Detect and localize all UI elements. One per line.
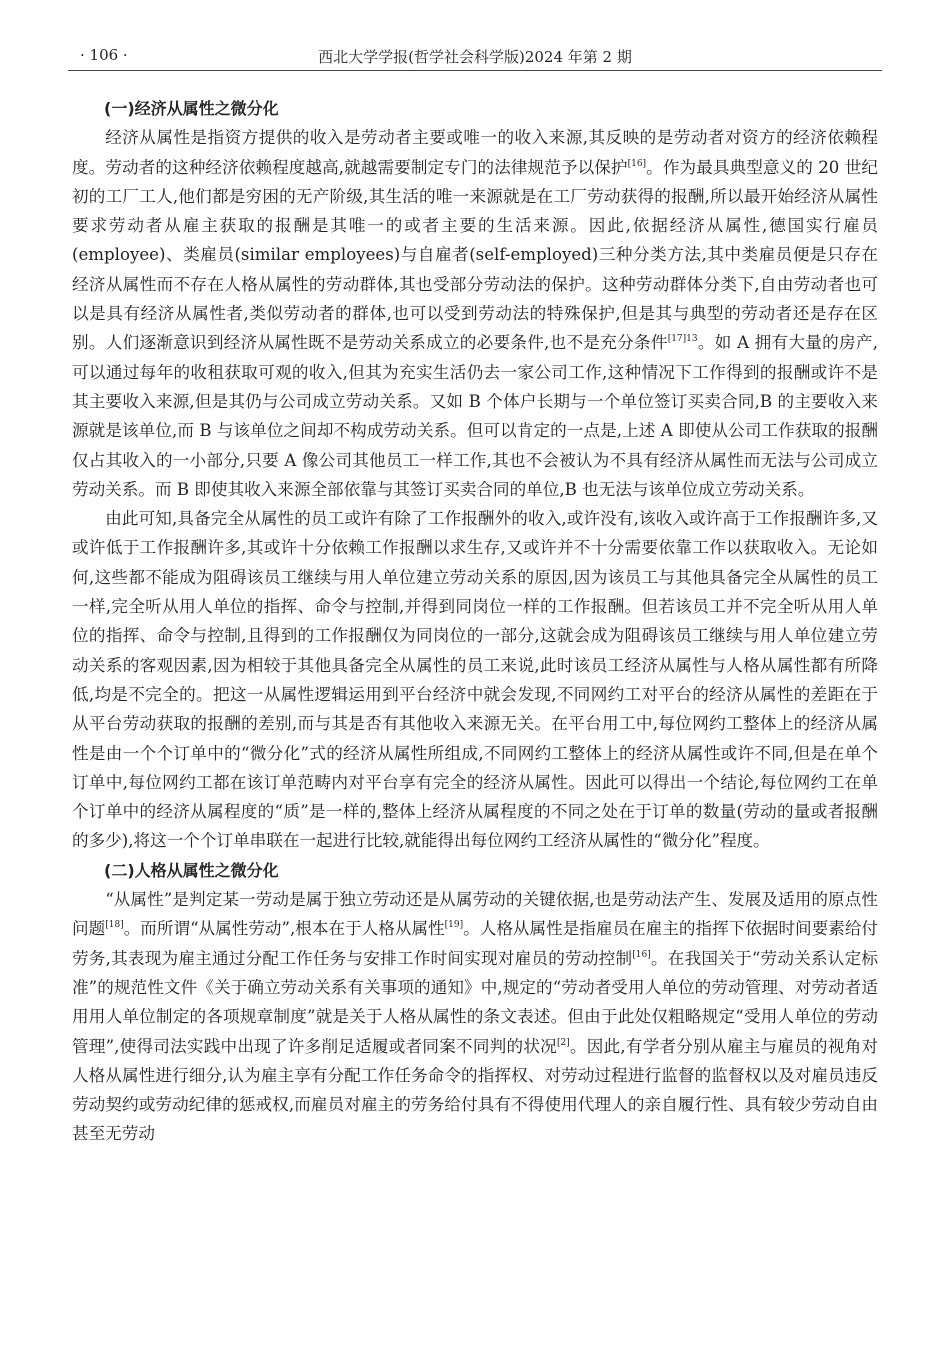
paragraph: [72, 885, 878, 1149]
text-run: 由此可知,具备完全从属性的员工或许有除了工作报酬外的收入,或许没有,该收入或许高于工作报酬许多,又或许低于工作报酬许多,其或许十分依赖工作报酬以求生存,又或许并不十分需要依靠工作以获取收入。无论如何,这些都不能成为阻碍该员工继续与用人单位建立劳动关系的原因,因为该员工与其他具备完全从属性的员工一样,完全听从用人单位的指挥、命令与控制,并得到同岗位一样的工作报酬。但若该员工并不完全听从用人单位的指挥、命令与控制,且得到的工作报酬仅为同岗位的一部分,这就会成为阻碍该员工继续与用人单位建立劳动关系的客观因素,因为相较于其他具备完全从属性的员工来说,此时该员工经济从属性与人格从属性都有所降低,均是不完全的。把这一从属性逻辑运用到平台经济中就会发现,不同网约工对平台的经济从属性的差距在于从平台劳动获取的报酬的差别,而与其是否有其他收入来源无关。在平台用工中,每位网约工整体上的经济从属性是由一个个订单中的“微分化”式的经济从属性所组成,不同网约工整体上的经济从属性或许不同,但是在单个订单中,每位网约工都在该订单范畴内对平台享有完全的经济从属性。因此可以得出一个结论,每位网约工在单个订单中的经济从属程度的“质”是一样的,整体上经济从属程度的不同之处在于订单的数量(劳动的量或者报酬的多少),将这一个个订单串联在一起进行比较,就能得出每位网约工经济从属性的“微分化”程度。: [72, 509, 878, 851]
text-run: 。人格从属性是指雇员在雇主的指挥下依据时间要素给付劳务,其表现为雇主通过分配工作任务与安排工作时间实现对雇员的劳动控制: [72, 919, 879, 968]
text-run: 。如 A 拥有大量的房产,可以通过每年的收租获取可观的收入,但其为充实生活仍去一家公司工作,这种情况下工作得到的报酬或许不是其主要收入来源,但是其仍与公司成立劳动关系。又如 B 个体户长期与一个单位签订买卖合同,B 的主要收入来源就是该单位,而 B 与该单位之间却不构成劳动关系。但可以肯定的一点是,上述 A 即使从公司工作获取的报酬仅占其收入的一小部分,只要 A 像公司其他员工一样工作,其也不会被认为不具有经济从属性而无法与公司成立劳动关系。而 B 即使其收入来源全部依靠与其签订买卖合同的单位,B 也无法与该单位成立劳动关系。: [72, 333, 878, 499]
article-body: [72, 94, 878, 1149]
citation-ref: [2]: [556, 1037, 570, 1048]
citation-ref: [16]: [632, 949, 651, 960]
text-run: 。因此,有学者分别从雇主与雇员的视角对人格从属性进行细分,认为雇主享有分配工作任务命令的指挥权、对劳动过程进行监督的监督权以及对雇员违反劳动契约或劳动纪律的惩戒权,而雇员对雇主的劳务给付具有不得使用代理人的亲自履行性、具有较少劳动自由甚至无劳动: [72, 1036, 878, 1144]
text-run: 。在我国关于“劳动关系认定标准”的规范性文件《关于确立劳动关系有关事项的通知》中,规定的“劳动者受用人单位的劳动管理、对劳动者适用用人单位制定的各项规章制度”就是关于人格从属性的条文表述。但由于此处仅粗略规定“受用人单位的劳动管理”,使得司法实践中出现了许多削足适履或者同案不同判的状况: [72, 948, 878, 1056]
running-header: [68, 40, 882, 71]
text-run: 。作为最具典型意义的 20 世纪初的工厂工人,他们都是穷困的无产阶级,其生活的唯一来源就是在工厂劳动获得的报酬,所以最开始经济从属性要求劳动者从雇主获取的报酬是其唯一的或者主要的生活来源。因此,依据经济从属性,德国实行雇员(employee)、类雇员(similar employees)与自雇者(self-employed)三种分类方法,其中类雇员便是只存在经济从属性而不存在人格从属性的劳动群体,其也受部分劳动法的保护。这种劳动群体分类下,自由劳动者也可以是具有经济从属性者,类似劳动者的群体,也可以受到劳动法的特殊保护,但是其与典型的劳动者还是存在区别。人们逐渐意识到经济从属性既不是劳动关系成立的必要条件,也不是充分条件: [72, 157, 878, 353]
citation-ref: [18]: [105, 920, 124, 931]
citation-ref: [19]: [444, 920, 464, 931]
text-run: “从属性”是判定某一劳动是属于独立劳动还是从属劳动的关键依据,也是劳动法产生、发展及适用的原点性问题: [72, 890, 878, 939]
citation-ref: [17]13: [667, 334, 698, 345]
paragraph: [72, 123, 878, 504]
text-run: 经济从属性是指资方提供的收入是劳动者主要或唯一的收入来源,其反映的是劳动者对资方的经济依赖程度。劳动者的这种经济依赖程度越高,就越需要制定专门的法律规范予以保护: [72, 128, 878, 177]
citation-ref: [16]: [627, 158, 647, 169]
paragraph: [72, 504, 878, 856]
text-run: 。而所谓“从属性劳动”,根本在于人格从属性: [123, 919, 445, 939]
section-heading-economic: (一)经济从属性之微分化: [104, 99, 279, 118]
journal-title: 西北大学学报(哲学社会科学版)2024 年第 2 期: [318, 48, 632, 66]
section-heading-personal: (二)人格从属性之微分化: [104, 860, 279, 880]
page-number: · 106 ·: [80, 46, 128, 64]
